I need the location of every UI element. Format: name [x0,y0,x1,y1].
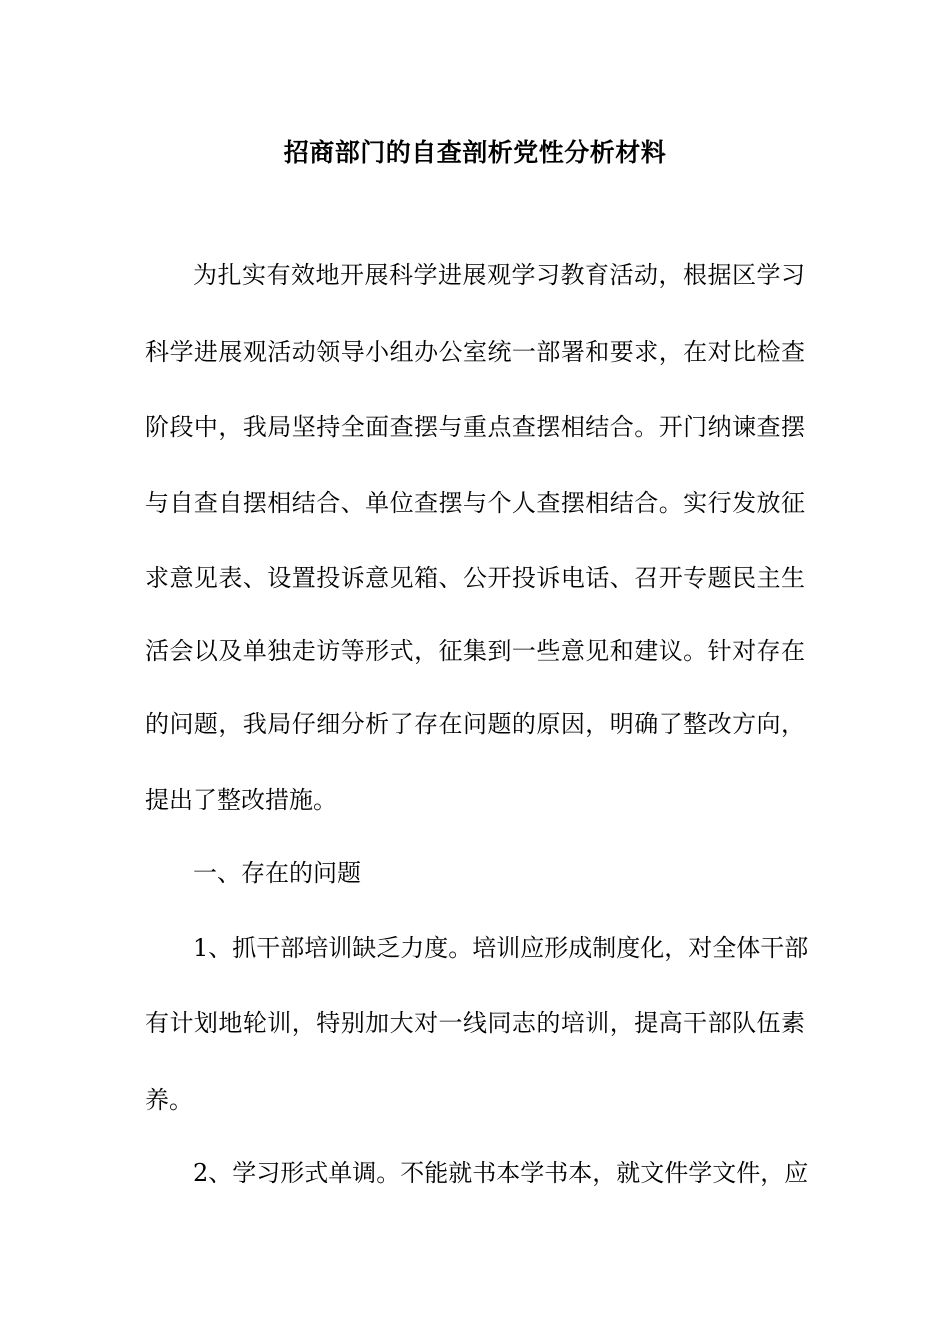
paragraph-line: 为扎实有效地开展科学进展观学习教育活动，根据区学习 [193,261,805,289]
paragraph-line: 1、抓干部培训缺乏力度。培训应形成制度化，对全体干部 [193,934,809,962]
paragraph-line: 科学进展观活动领导小组办公室统一部署和要求，在对比检查 [145,338,805,366]
paragraph-line: 求意见表、设置投诉意见箱、公开投诉电话、召开专题民主生 [145,564,805,592]
paragraph-line: 阶段中，我局坚持全面查摆与重点查摆相结合。开门纳谏查摆 [145,413,805,441]
paragraph-line: 2、学习形式单调。不能就书本学书本，就文件学文件，应 [193,1159,809,1187]
paragraph-line: 的问题，我局仔细分析了存在问题的原因，明确了整改方向， [145,710,805,738]
paragraph-line: 活会以及单独走访等形式，征集到一些意见和建议。针对存在 [145,637,805,665]
paragraph-line: 与自查自摆相结合、单位查摆与个人查摆相结合。实行发放征 [145,489,805,517]
paragraph-line: 养。 [145,1086,193,1114]
section-heading: 一、存在的问题 [193,859,361,887]
document-title: 招商部门的自查剖析党性分析材料 [283,138,667,167]
paragraph-line: 有计划地轮训，特别加大对一线同志的培训，提高干部队伍素 [145,1009,805,1037]
paragraph-line: 提出了整改措施。 [145,786,337,814]
